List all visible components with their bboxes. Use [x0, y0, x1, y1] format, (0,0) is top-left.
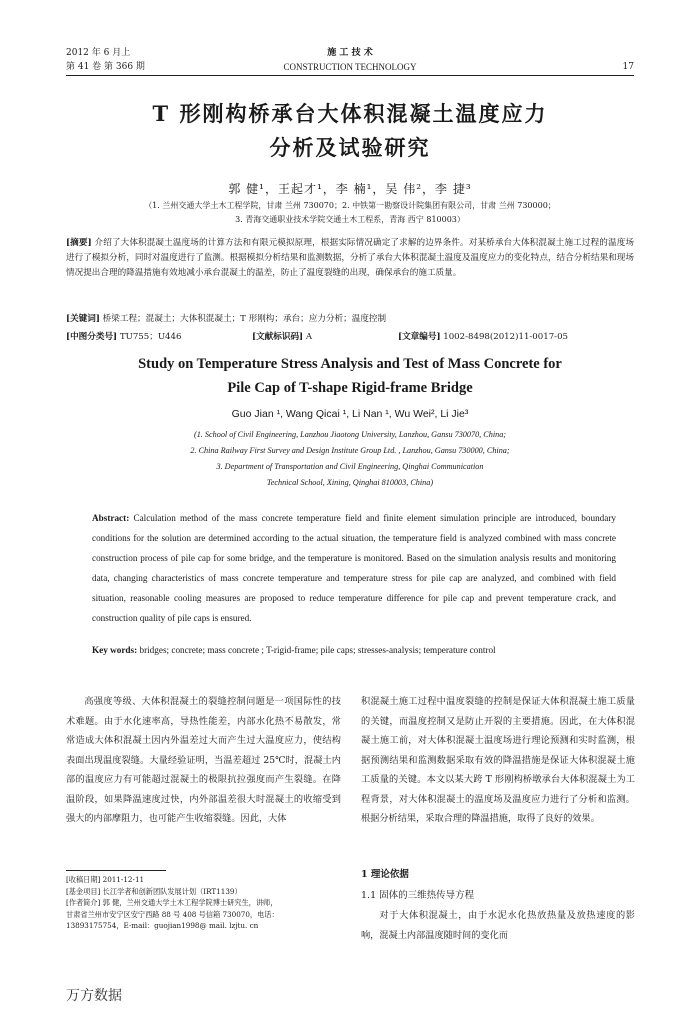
abstract-cn-label: [摘要] — [66, 238, 92, 248]
body-right-column — [361, 692, 635, 829]
abstract-cn-text: 介绍了大体积混凝土温度场的计算方法和有限元模拟原理，根据实际情况确定了求解的边界条件。对某桥承台大体积混凝土施工过程的温度场进行了模拟分析，同时对温度进行了监测。根据模拟分析结果和监测数据，分析了承台大体积混凝土温度及温度应力的变化特点，结合分析结果和现场情况提出合理的降温措施有效地减小承台混凝土的温差，防止了温度裂缝的出现，确保承台的施工质量。 — [66, 238, 634, 278]
authors-cn: 郭 健¹，王起才¹，李 楠¹，吴 伟²，李 捷³ — [228, 182, 472, 196]
volume-issue: 第 41 卷 第 366 期 — [66, 62, 145, 72]
affiliation-cn-1: （1. 兰州交通大学土木工程学院，甘肃 兰州 730070；2. 中铁第一勘察设计院集团有限公司，甘肃 兰州 730000； — [144, 201, 556, 210]
article-number — [398, 330, 568, 342]
footnote-rule — [66, 870, 166, 871]
body-left-paragraph: 高强度等级、大体积混凝土的裂缝控制问题是一项国际性的技术难题。由于水化速率高，导热性能差，内部水化热不易散发，常常造成大体积混凝土因内外温差过大而产生过大温度应力，使结构表面出现温度裂缝。大量经验证明，当温差超过 25℃时，混凝土内部的温度应力有可能超过混凝土的极限抗拉强度而产生裂缝。在降温阶段，如果降温速度过快，内外部温差很大时混凝土的收缩受到强大的内部摩阻力，也可能产生收缩裂缝。因此，大体 — [66, 696, 341, 824]
abstract-en-label: Abstract: — [92, 513, 130, 523]
clc-number — [66, 330, 181, 342]
footnote-author-contact: 13893175754，E-mail：guojian1998@ mail. lzjtu. cn — [66, 921, 259, 930]
doc-code — [252, 330, 312, 342]
affiliation-en-3: 3. Department of Transportation and Civil Engineering, Qinghai Communication — [216, 462, 484, 471]
authors-en: Guo Jian ¹, Wang Qicai ¹, Li Nan ¹, Wu Wei², Li Jie³ — [231, 408, 469, 420]
watermark: 万方数据 — [66, 988, 122, 1004]
doc-code-label: [文献标识码] — [252, 332, 304, 342]
article-number-value: 1002-8498(2012)11-0017-05 — [443, 332, 569, 342]
keywords-cn — [66, 312, 634, 327]
body-right-paragraph-2: 对于大体积混凝土，由于水泥水化热放热量及放热速度的影响，混凝土内部温度随时间的变化而 — [361, 910, 635, 941]
clc-label: [中图分类号] — [66, 332, 118, 342]
title-cn-line2: 分析及试验研究 — [269, 135, 431, 160]
title-en-line2: Pile Cap of T-shape Rigid-frame Bridge — [227, 380, 473, 396]
footnote-author-address: 甘肃省兰州市安宁区安宁西路 88 号 408 号信箱 730070，电话： — [66, 909, 279, 919]
journal-name-cn: 施 工 技 术 — [327, 48, 373, 58]
article-number-label: [文章编号] — [398, 332, 441, 342]
keywords-en-label: Key words: — [92, 645, 138, 655]
keywords-cn-label: [关键词] — [66, 314, 100, 324]
footnotes — [66, 874, 346, 932]
affiliation-en-4: Technical School, Xining, Qinghai 810003, China) — [266, 478, 434, 487]
body-right-paragraph: 积混凝土施工过程中温度裂缝的控制是保证大体积混凝土施工质量的关键，而温度控制又是防止开裂的主要措施。因此，在大体积混凝土施工前，对大体积混凝土温度场进行理论预测和实时监测，根据预测结果和监测数据采取有效的降温措施是保证大体积混凝土施工质量的关键。本文以某大跨 T 形刚构桥墩承台大体积混凝土为工程背景，对大体积混凝土的温度场及温度应力进行了分析和监测。根据分析结果，采取合理的降温措施，取得了良好的效果。 — [361, 696, 635, 824]
footnote-author-bio: [作者简介] 郭 健，兰州交通大学土木工程学院博士研究生，讲师， — [66, 898, 278, 907]
keywords-en — [92, 640, 616, 660]
journal-name-en: CONSTRUCTION TECHNOLOGY — [283, 62, 417, 72]
abstract-en-text: Calculation method of the mass concrete temperature field and finite element simulation principle are introduced, boundary conditions for the solution are determined according to the actual situation, the temperature field is analyzed combined with mass concrete construction process of pile cap for some bridge, and the temperature is monitored. Based on the simulation analysis results and monitoring data, changing characteristics of mass concrete temperature and temperature stress for pile cap are analyzed, and combined with field situation, reasonable cooling measures are proposed to reduce temperature difference for pile cap and prevent temperature crack, and construction quality of pile caps is ensured. — [92, 513, 616, 623]
keywords-cn-text: 桥梁工程；混凝土；大体积混凝土；T 形刚构；承台；应力分析；温度控制 — [102, 314, 387, 324]
section-heading-1: 1 理论依据 — [361, 869, 409, 880]
section-heading-1-1: 1.1 固体的三维热传导方程 — [361, 890, 475, 901]
affiliation-en-2: 2. China Railway First Survey and Design Institute Group Ltd. , Lanzhou, Gansu 730000, China; — [190, 446, 510, 455]
body-right-column-continued — [361, 906, 635, 945]
title-cn-line1: T 形刚构桥承台大体积混凝土温度应力 — [152, 101, 548, 126]
abstract-cn — [66, 236, 634, 281]
affiliation-en-1: (1. School of Civil Engineering, Lanzhou Jiaotong University, Lanzhou, Gansu 730070, China; — [193, 430, 507, 439]
clc-value: TU755；U446 — [119, 332, 182, 342]
footnote-funding: [基金项目] 长江学者和创新团队发展计划（IRT1139） — [66, 886, 242, 896]
title-en-line1: Study on Temperature Stress Analysis and Test of Mass Concrete for — [138, 356, 562, 372]
doc-code-value: A — [305, 332, 313, 342]
footnote-received: [收稿日期] 2011-12-11 — [66, 875, 145, 884]
header-rule — [66, 75, 634, 76]
affiliation-cn-2: 3. 青海交通职业技术学院交通土木工程系，青海 西宁 810003） — [235, 215, 465, 224]
abstract-en — [92, 508, 616, 628]
page-number: 17 — [622, 62, 634, 72]
keywords-en-text: bridges; concrete; mass concrete ; T-rigid-frame; pile caps; stresses-analysis; temperature control — [139, 645, 496, 655]
body-left-column — [66, 692, 341, 829]
issue-date: 2012 年 6 月上 — [66, 48, 131, 58]
